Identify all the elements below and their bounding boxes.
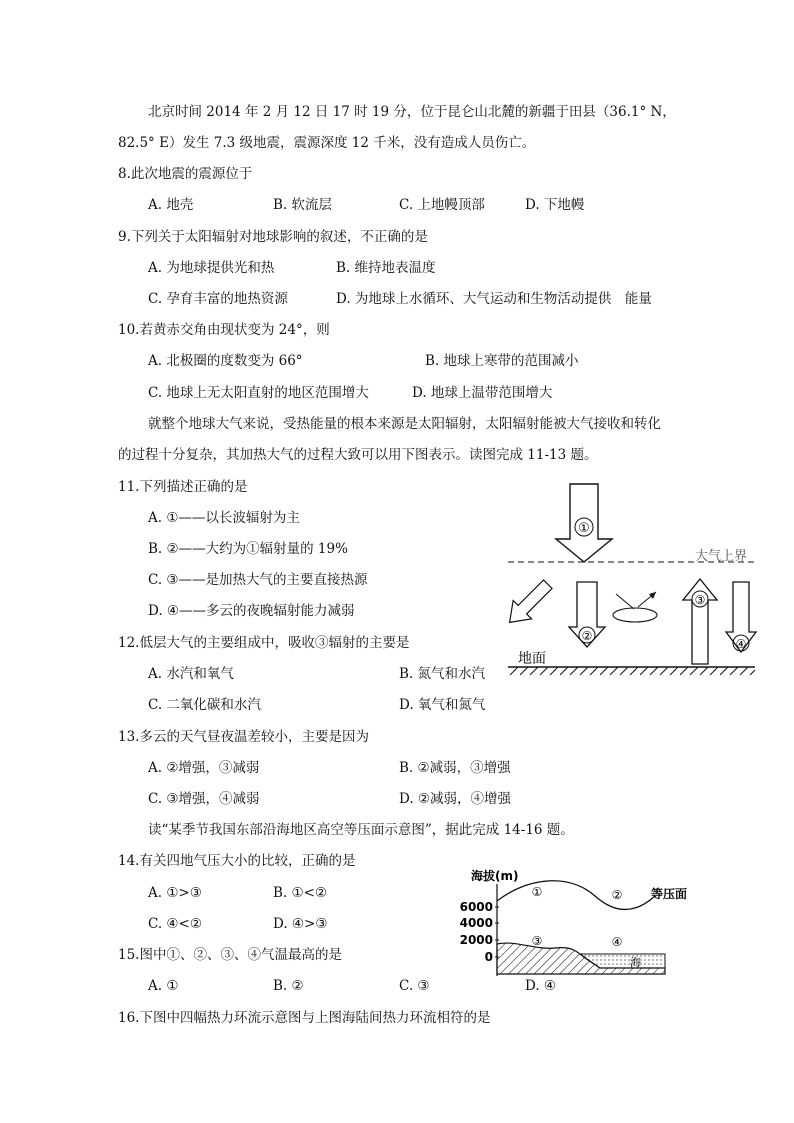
q14-option-a[interactable]: A. ①>③ <box>148 885 202 901</box>
tick-0: 0 <box>484 950 493 964</box>
point-2: ② <box>611 888 623 902</box>
q11-stem: 11.下列描述正确的是 <box>118 479 248 495</box>
q9-option-a[interactable]: A. 为地球提供光和热 <box>148 260 275 276</box>
q12-option-a[interactable]: A. 水汽和氧气 <box>148 666 234 682</box>
q8-option-a[interactable]: A. 地壳 <box>148 197 194 213</box>
isobar-curve <box>497 881 655 910</box>
q11-option-b[interactable]: B. ②——大约为①辐射量的 19% <box>148 541 348 557</box>
q14-option-b[interactable]: B. ①<② <box>273 885 328 901</box>
q13-option-d[interactable]: D. ②减弱，④增强 <box>399 791 512 807</box>
y-axis-label: 海拔(m) <box>471 869 519 883</box>
tick-4000: 4000 <box>459 916 493 930</box>
intro-line-2: 82.5° E）发生 7.3 级地震，震源深度 12 千米，没有造成人员伤亡。 <box>118 135 536 151</box>
q10-option-b[interactable]: B. 地球上寒带的范围减小 <box>425 353 579 369</box>
point-3: ③ <box>531 934 543 948</box>
passage3: 读“某季节我国东部沿海地区高空等压面示意图”，据此完成 14-16 题。 <box>148 822 574 838</box>
q15-stem: 15.图中①、②、③、④气温最高的是 <box>118 947 342 963</box>
cloud-out-ray-head <box>649 592 656 599</box>
q16-stem: 16.下图中四幅热力环流示意图与上图海陆间热力环流相符的是 <box>118 1010 491 1026</box>
q9-option-c[interactable]: C. 孕育丰富的地热资源 <box>148 291 288 307</box>
arrow-1-label: ① <box>578 521 590 536</box>
q14-option-d[interactable]: D. ④>③ <box>273 916 328 932</box>
q10-option-a[interactable]: A. 北极圈的度数变为 66° <box>148 353 303 369</box>
q8-option-d[interactable]: D. 下地幔 <box>525 197 585 213</box>
q15-option-a[interactable]: A. ① <box>148 978 179 994</box>
ground-hatch <box>510 667 755 675</box>
isobaric-surface-diagram <box>455 866 695 996</box>
q15-option-b[interactable]: B. ② <box>273 978 304 994</box>
q12-option-c[interactable]: C. 二氧化碳和水汽 <box>148 697 261 713</box>
ground-label: 地面 <box>518 651 546 667</box>
q8-option-b[interactable]: B. 软流层 <box>273 197 333 213</box>
q14-option-c[interactable]: C. ④<② <box>148 916 202 932</box>
q9-option-b[interactable]: B. 维持地表温度 <box>336 260 436 276</box>
intro-line-1: 北京时间 2014 年 2 月 12 日 17 时 19 分，位于昆仑山北麓的新疆于田县（36.1° N， <box>148 104 676 120</box>
q13-option-a[interactable]: A. ②增强，③减弱 <box>148 760 260 776</box>
q10-option-c[interactable]: C. 地球上无太阳直射的地区范围增大 <box>148 385 369 401</box>
tick-6000: 6000 <box>459 900 493 914</box>
q8-stem: 8.此次地震的震源位于 <box>118 166 253 182</box>
q14-stem: 14.有关四地气压大小的比较，正确的是 <box>118 853 356 869</box>
atmosphere-top-label: 大气上界 <box>695 549 748 564</box>
q13-stem: 13.多云的天气昼夜温差较小，主要是因为 <box>118 729 369 745</box>
q8-option-c[interactable]: C. 上地幔顶部 <box>399 197 485 213</box>
tick-2000: 2000 <box>459 933 493 947</box>
sea-label: 海 <box>630 956 641 969</box>
arrow-2-label: ② <box>581 629 593 643</box>
q11-option-c[interactable]: C. ③——是加热大气的主要直接热源 <box>148 572 368 588</box>
point-1: ① <box>531 885 543 899</box>
q15-option-d[interactable]: D. ④ <box>525 978 557 994</box>
q12-stem: 12.低层大气的主要组成中，吸收③辐射的主要是 <box>118 635 410 651</box>
q13-option-b[interactable]: B. ②减弱，③增强 <box>399 760 511 776</box>
arrow-3-label: ③ <box>694 593 706 607</box>
passage2-line-2: 的过程十分复杂，其加热大气的过程大致可以用下图表示。读图完成 11-13 题。 <box>118 447 598 463</box>
q9-option-d[interactable]: D. 为地球上水循环、大气运动和生物活动提供 能量 <box>336 291 652 307</box>
q15-option-c[interactable]: C. ③ <box>399 978 430 994</box>
arrow-4-label: ④ <box>735 637 747 651</box>
q11-option-a[interactable]: A. ①——以长波辐射为主 <box>148 510 300 526</box>
cloud <box>613 608 657 622</box>
q9-stem: 9.下列关于太阳辐射对地球影响的叙述，不正确的是 <box>118 229 428 245</box>
cloud-in-ray <box>616 594 634 609</box>
q10-stem: 10.若黄赤交角由现状变为 24°，则 <box>118 322 330 338</box>
isobar-label: 等压面 <box>651 887 688 901</box>
q12-option-b[interactable]: B. 氮气和水汽 <box>399 666 486 682</box>
arrow-3 <box>683 579 717 664</box>
passage2-line-1: 就整个地球大气来说，受热能量的根本来源是太阳辐射，太阳辐射能被大气接收和转化 <box>148 416 661 432</box>
atmosphere-heating-diagram <box>500 482 760 677</box>
reflected-arrow <box>500 575 557 632</box>
point-4: ④ <box>611 935 623 949</box>
q11-option-d[interactable]: D. ④——多云的夜晚辐射能力减弱 <box>148 603 355 619</box>
q10-option-d[interactable]: D. 地球上温带范围增大 <box>412 385 553 401</box>
q12-option-d[interactable]: D. 氧气和氮气 <box>399 697 486 713</box>
q13-option-c[interactable]: C. ③增强，④减弱 <box>148 791 260 807</box>
